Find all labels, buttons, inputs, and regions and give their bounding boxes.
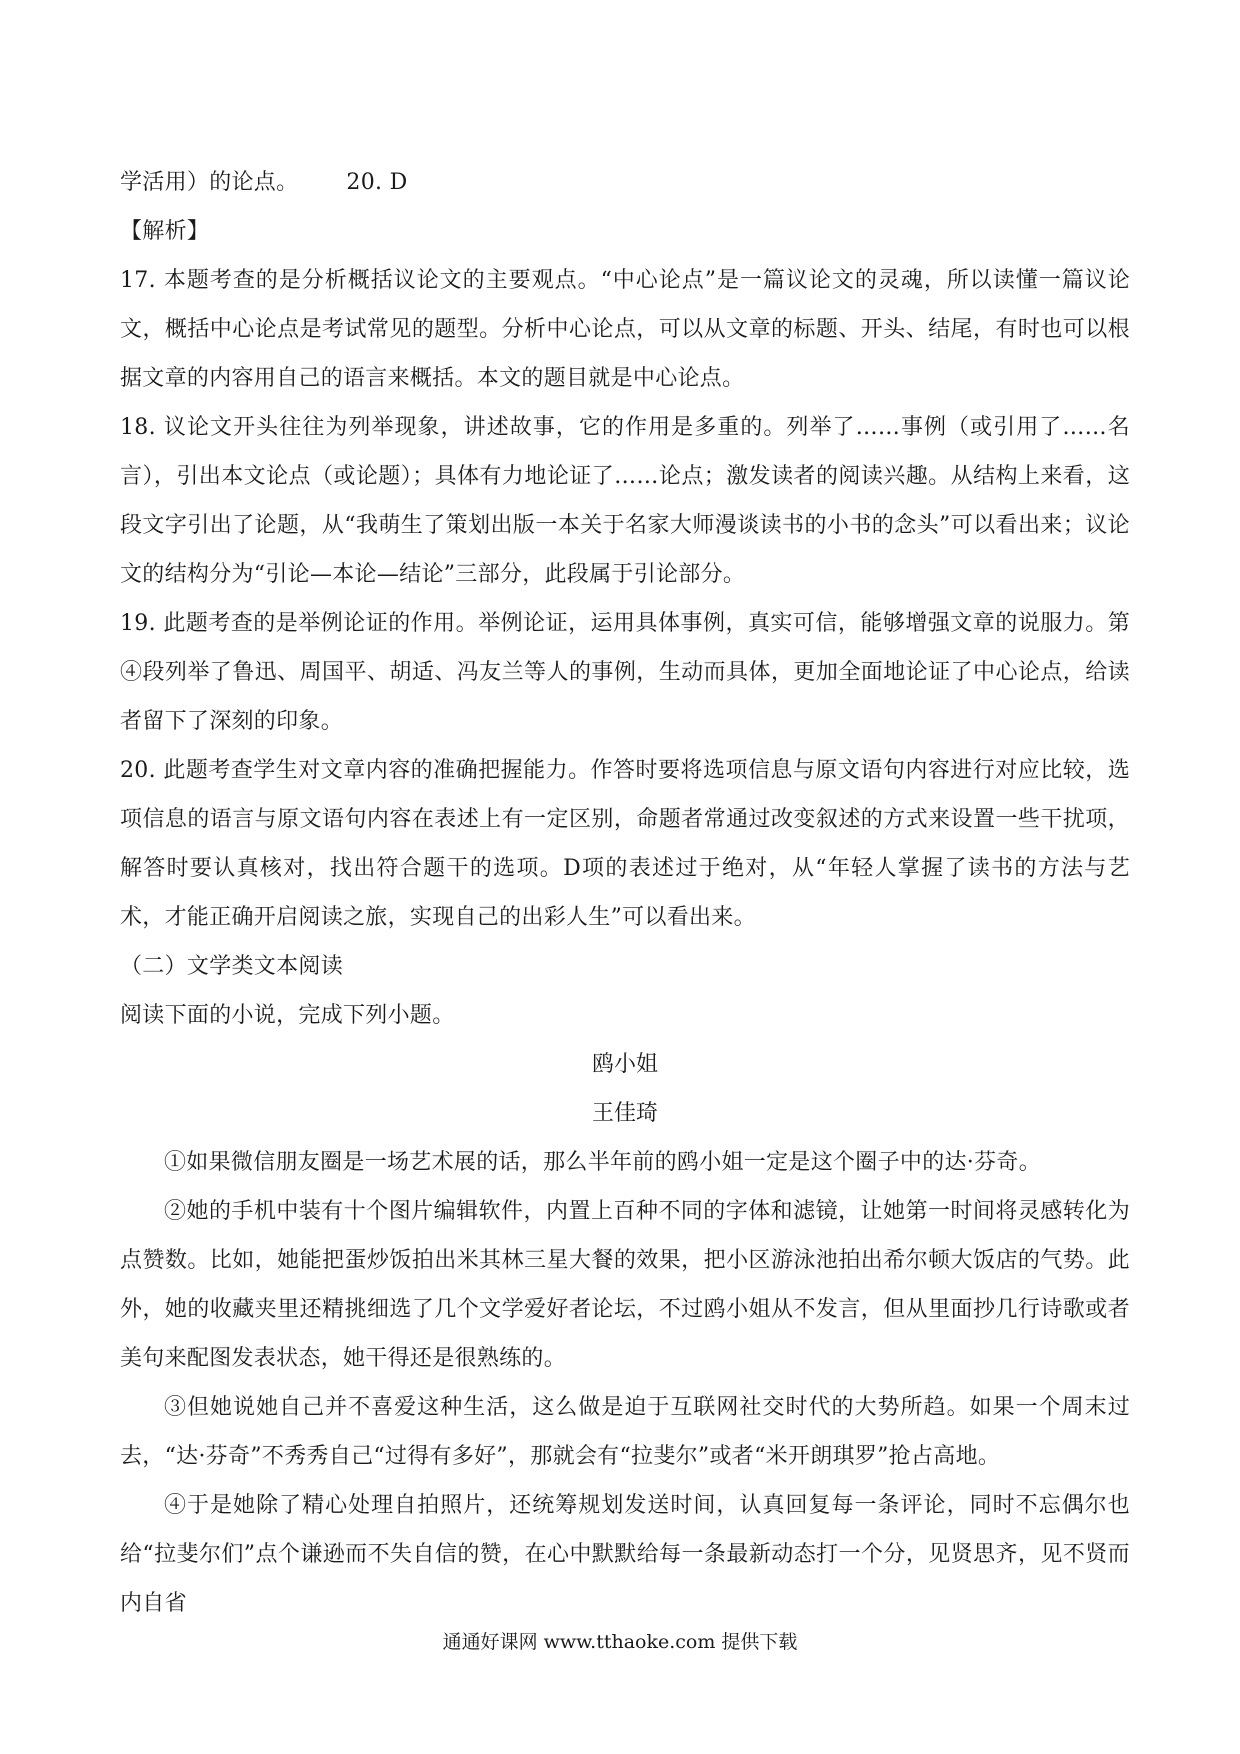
story-paragraph-1: ①如果微信朋友圈是一场艺术展的话，那么半年前的鸥小姐一定是这个圈子中的达·芬奇。 xyxy=(164,1150,1041,1175)
story-author: 王佳琦 xyxy=(591,1101,658,1126)
story-paragraph-2: ②她的手机中装有十个图片编辑软件，内置上百种不同的字体和滤镜，让她第一时间将灵感转化为点赞数。比如，她能把蛋炒饭拍出米其林三星大餐的效果，把小区游泳池拍出希尔顿大饭店的气势。此外，她的收藏夹里还精挑细选了几个文学爱好者论坛，不过鸥小姐从不发言，但从里面抄几行诗歌或者美句来配图发表状态，她干得还是很熟练的。 xyxy=(120,1199,1130,1371)
analysis-17: 17. 本题考查的是分析概括议论文的主要观点。“中心论点”是一篇议论文的灵魂，所以读懂一篇议论文，概括中心论点是考试常见的题型。分析中心论点，可以从文章的标题、开头、结尾，有时也可以根据文章的内容用自己的语言来概括。本文的题目就是中心论点。 xyxy=(120,268,1130,391)
story-title: 鸥小姐 xyxy=(591,1052,658,1077)
instruction: 阅读下面的小说，完成下列小题。 xyxy=(120,1003,455,1028)
section-heading: （二）文学类文本阅读 xyxy=(120,954,344,979)
continuation-text: 学活用）的论点。 xyxy=(120,170,299,195)
analysis-18: 18. 议论文开头往往为列举现象，讲述故事，它的作用是多重的。列举了……事例（或引用了……名言），引出本文论点（或论题）；具体有力地论证了……论点；激发读者的阅读兴趣。从结构上来看，这段文字引出了论题，从“我萌生了策划出版一本关于名家大师漫谈读书的小书的念头”可以看出来；议论文的结构分为“引论—本论—结论”三部分，此段属于引论部分。 xyxy=(120,415,1130,587)
answer-20: 20. D xyxy=(346,170,408,195)
page-content xyxy=(120,158,1130,1628)
analysis-20: 20. 此题考查学生对文章内容的准确把握能力。作答时要将选项信息与原文语句内容进行对应比较，选项信息的语言与原文语句内容在表述上有一定区别，命题者常通过改变叙述的方式来设置一些干扰项，解答时要认真核对，找出符合题干的选项。D项的表述过于绝对，从“年轻人掌握了读书的方法与艺术，才能正确开启阅读之旅，实现自己的出彩人生”可以看出来。 xyxy=(120,758,1130,930)
analysis-19: 19. 此题考查的是举例论证的作用。举例论证，运用具体事例，真实可信，能够增强文章的说服力。第④段列举了鲁迅、周国平、胡适、冯友兰等人的事例，生动而具体，更加全面地论证了中心论点，给读者留下了深刻的印象。 xyxy=(120,611,1130,734)
story-paragraph-4: ④于是她除了精心处理自拍照片，还统筹规划发送时间，认真回复每一条评论，同时不忘偶尔也给“拉斐尔们”点个谦逊而不失自信的赞，在心中默默给每一条最新动态打一个分，见贤思齐，见不贤而内自省 xyxy=(120,1493,1130,1616)
answer-line xyxy=(120,158,1130,207)
analysis-header: 【解析】 xyxy=(120,219,210,244)
story-paragraph-3: ③但她说她自己并不喜爱这种生活，这么做是迫于互联网社交时代的大势所趋。如果一个周末过去，“达·芬奇”不秀秀自己“过得有多好”，那就会有“拉斐尔”或者“米开朗琪罗”抢占高地。 xyxy=(120,1395,1130,1469)
page-footer: 通通好课网 www.tthaoke.com 提供下载 xyxy=(442,1631,798,1653)
